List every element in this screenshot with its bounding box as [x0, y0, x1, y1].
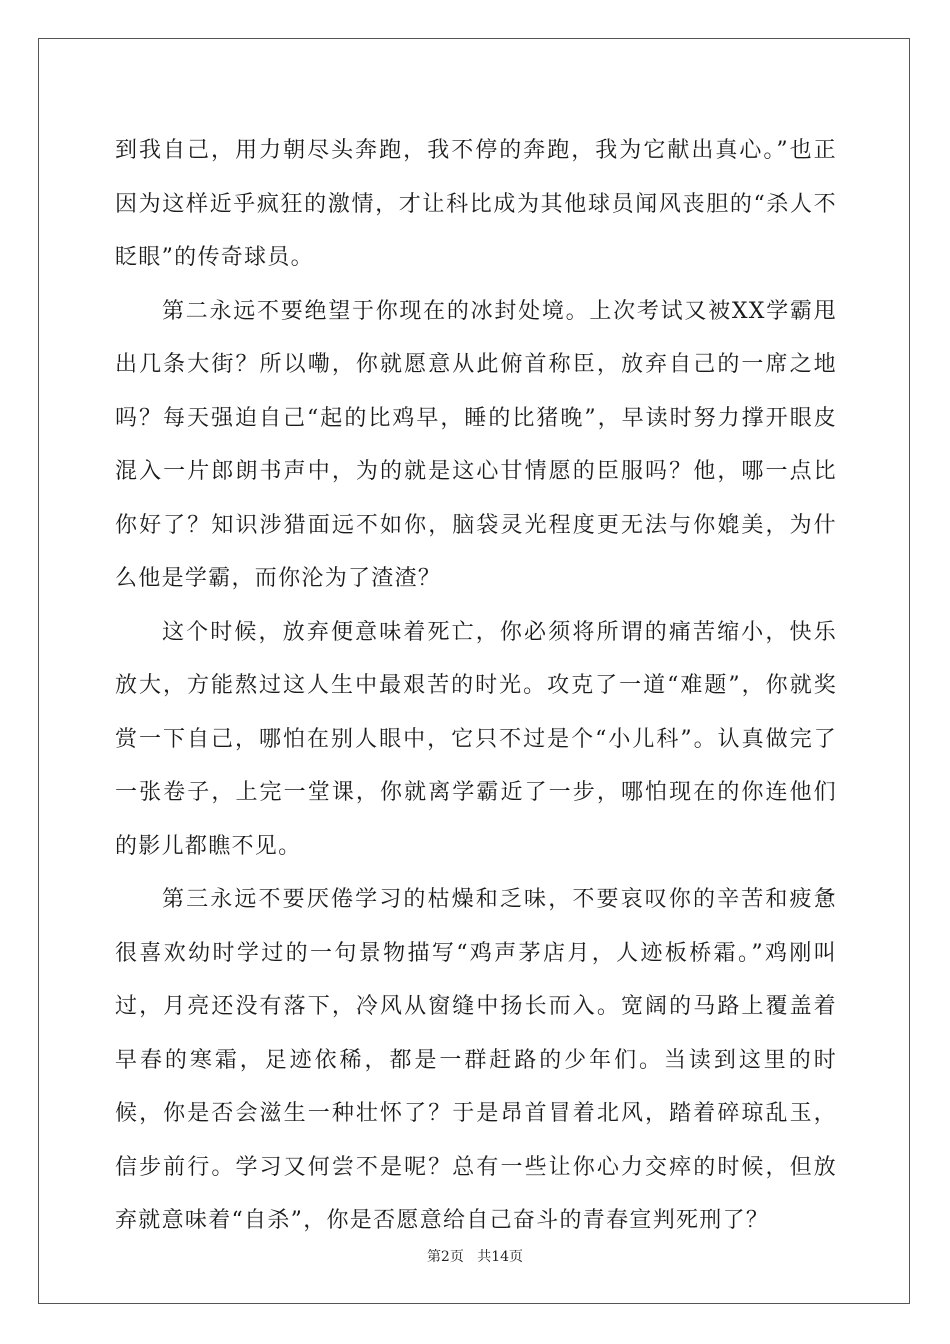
- footer-separator: [464, 1249, 477, 1265]
- paragraph-1: 到我自己，用力朝尽头奔跑，我不停的奔跑，我为它献出真心。”也正因为这样近乎疯狂的激情，才让科比成为其他球员闻风丧胆的“杀人不眨眼”的传奇球员。: [115, 138, 837, 270]
- paragraph-3: 这个时候，放弃便意味着死亡，你必须将所谓的痛苦缩小，快乐放大，方能熬过这人生中最艰苦的时光。攻克了一道“难题”，你就奖赏一下自己，哪怕在别人眼中，它只不过是个“小儿科”。认真做完了一张卷子，上完一堂课，你就离学霸近了一步，哪怕现在的你连他们的影儿都瞧不见。: [115, 619, 837, 859]
- paragraph-2: 第二永远不要绝望于你现在的冰封处境。上次考试又被XX学霸甩出几条大街？所以嘞，你就愿意从此俯首称臣，放弃自己的一席之地吗？每天强迫自己“起的比鸡早，睡的比猪晚”，早读时努力撑开眼皮混入一片郎朗书声中，为的就是这心甘情愿的臣服吗？他，哪一点比你好了？知识涉猎面远不如你，脑袋灵光程度更无法与你媲美，为什么他是学霸，而你沦为了渣渣？: [115, 298, 837, 591]
- paragraph-4: 第三永远不要厌倦学习的枯燥和乏味，不要哀叹你的辛苦和疲惫很喜欢幼时学过的一句景物描写“鸡声茅店月，人迹板桥霜。”鸡刚叫过，月亮还没有落下，冷风从窗缝中扬长而入。宽阔的马路上覆盖着早春的寒霜，足迹依稀，都是一群赶路的少年们。当读到这里的时候，你是否会滋生一种壮怀了？于是昂首冒着北风，踏着碎琼乱玉，信步前行。学习又何尝不是呢？总有一些让你心力交瘁的时候，但放弃就意味着“自杀”，你是否愿意给自己奋斗的青春宣判死刑了？: [115, 887, 837, 1233]
- page-number: 第2页: [426, 1249, 464, 1265]
- page-footer: [0, 1246, 950, 1266]
- total-pages: 共14页: [477, 1249, 524, 1265]
- document-body: [115, 124, 837, 1248]
